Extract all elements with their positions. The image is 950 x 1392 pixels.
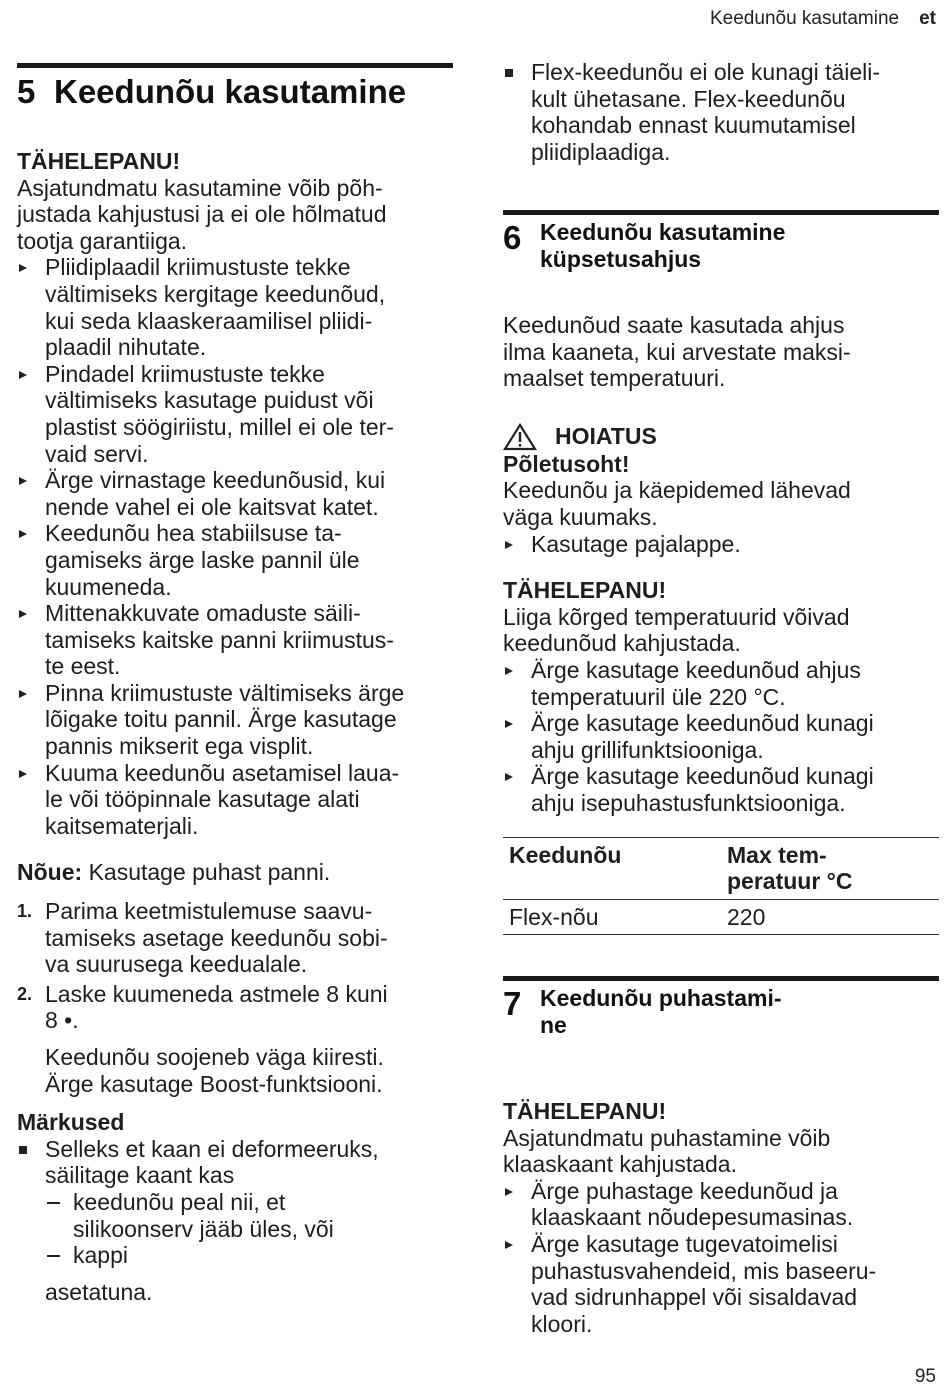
section-rule xyxy=(503,976,939,981)
notice-text xyxy=(503,1125,939,1178)
section-number: 7 xyxy=(503,985,522,1022)
section-7-body xyxy=(503,1098,939,1337)
list-item-line: Pindadel kriimustuste tekke xyxy=(45,360,325,387)
requirement xyxy=(17,859,457,886)
list-item-line: lõigake toitu pannil. Ärge kasutage xyxy=(45,706,397,733)
dash-item xyxy=(45,1242,457,1269)
list-item-line: kult ühetasane. Flex-keedunõu xyxy=(531,85,846,112)
list-item-line: pannis mikserit ega visplit. xyxy=(45,733,314,760)
dash-item xyxy=(45,1189,457,1242)
section-5-heading xyxy=(17,73,457,111)
list-item-line: Ärge kasutage keedunõud ahjus xyxy=(531,656,861,683)
list-item-line: klaaskaant nõudepesumasinas. xyxy=(531,1204,854,1231)
bullet-item xyxy=(17,467,457,520)
notice-bullet-list xyxy=(503,1178,939,1338)
text-line: väga kuumaks. xyxy=(503,503,658,530)
list-item-line: Mittenakkuvate omaduste säili- xyxy=(45,600,361,627)
text-line: maalset temperatuuri. xyxy=(503,365,726,392)
section-7-heading xyxy=(503,985,939,1038)
text-line: Keedunõu ja käepidemed lähevad xyxy=(503,477,851,504)
text-line: Asjatundmatu puhastamine võib xyxy=(503,1124,831,1151)
running-header xyxy=(710,8,936,30)
notice-text xyxy=(503,604,939,657)
list-item-line: vaid servi. xyxy=(45,440,149,467)
list-item-line: Selleks et kaan ei deformeeruks, xyxy=(45,1135,379,1162)
text-line: Liiga kõrged temperatuurid võivad xyxy=(503,603,850,630)
list-item-line: säilitage kaant kas xyxy=(45,1162,235,1189)
list-item-line: nende vahel ei ole kaitsvat katet. xyxy=(45,493,379,520)
bullet-item xyxy=(503,710,939,763)
section-title xyxy=(540,985,939,1038)
running-header-title: Keedunõu kasutamine xyxy=(710,8,900,29)
text-line: keedunõud kahjustada. xyxy=(503,630,741,657)
notice-bullet-list xyxy=(17,254,457,839)
list-item-line: kappi xyxy=(73,1242,128,1269)
warning-subheading: Põletusoht! xyxy=(503,450,630,477)
header-line: peratuur °C xyxy=(727,868,853,895)
section-title: Keedunõu kasutamine xyxy=(54,73,407,110)
step-number: 2. xyxy=(17,983,33,1004)
bullet-item xyxy=(17,600,457,680)
page-number: 95 xyxy=(914,1366,936,1387)
section-number: 6 xyxy=(503,219,522,256)
warning-heading xyxy=(503,423,939,451)
table-cell: 220 xyxy=(727,903,766,930)
bullet-item xyxy=(503,763,939,816)
notice-bullet-list xyxy=(503,657,939,817)
requirement-label: Nõue: xyxy=(17,859,83,886)
header-line: Keedunõu xyxy=(509,841,622,868)
list-item-line: silikoonserv jääb üles, või xyxy=(73,1215,334,1242)
step-line: 8 •. xyxy=(45,1007,79,1034)
section-title xyxy=(540,219,939,272)
remarks-tail: asetatuna. xyxy=(45,1278,153,1305)
text-line: Keedunõud saate kasutada ahjus xyxy=(503,312,845,338)
list-item-line: vad sidrunhappel või sisaldavad xyxy=(531,1284,858,1311)
bullet-item xyxy=(503,1231,939,1337)
remarks-label: Märkused xyxy=(17,1109,125,1136)
list-item-line: Kuuma keedunõu asetamisel laua- xyxy=(45,759,400,786)
list-item-line: ahju grillifunktsiooniga. xyxy=(531,736,764,763)
list-item-line: Ärge virnastage keedunõusid, kui xyxy=(45,467,386,494)
table-header-cell xyxy=(503,837,721,899)
bullet-item xyxy=(503,657,939,710)
bullet-item xyxy=(17,680,457,760)
table-header-row xyxy=(503,837,939,899)
step-line: Parima keetmistulemuse saavu- xyxy=(45,898,373,925)
list-item-line: ahju isepuhastusfunktsiooniga. xyxy=(531,789,846,816)
bullet-item xyxy=(17,760,457,840)
list-item-line: gamiseks ärge laske pannil üle xyxy=(45,546,360,573)
header-line: Max tem- xyxy=(727,841,827,868)
list-item-line: tamiseks kaitske panni kriimustus- xyxy=(45,626,394,653)
list-item-line: Flex-keedunõu ei ole kunagi täieli- xyxy=(531,59,881,85)
title-line: küpsetusahjus xyxy=(540,245,702,272)
list-item-line: Keedunõu hea stabiilsuse ta- xyxy=(45,520,342,547)
bullet-item xyxy=(503,1178,939,1231)
list-item-line: Ärge kasutage keedunõud kunagi xyxy=(531,763,874,790)
text-line: tootja garantiiga. xyxy=(17,227,188,254)
text-line: Asjatundmatu kasutamine võib põh- xyxy=(17,174,383,201)
section-rule xyxy=(503,210,939,215)
list-item-line: pliidiplaadiga. xyxy=(531,138,671,165)
list-item-line: le või tööpinnale kasutage alati xyxy=(45,786,360,813)
list-item-line: Ärge puhastage keedunõud ja xyxy=(531,1177,838,1204)
bullet-item xyxy=(17,361,457,467)
language-code: et xyxy=(919,8,936,29)
step-item xyxy=(17,898,457,978)
flex-note-list xyxy=(503,59,939,165)
step-note xyxy=(17,1044,457,1097)
list-item-line: kohandab ennast kuumutamisel xyxy=(531,112,856,139)
step-line: Laske kuumeneda astmele 8 kuni xyxy=(45,980,388,1007)
section-6-heading xyxy=(503,219,939,272)
list-item-line: kloori. xyxy=(531,1310,593,1337)
bullet-item xyxy=(503,59,939,165)
list-item-line: plaadil nihutate. xyxy=(45,334,207,361)
bullet-item xyxy=(17,520,457,600)
list-item-line: Pinna kriimustuste vältimiseks ärge xyxy=(45,679,405,706)
list-item-line: puhastusvahendeid, mis baseeru- xyxy=(531,1257,877,1284)
table-row xyxy=(503,899,939,935)
table-body xyxy=(503,899,939,935)
requirement-text: Kasutage puhast panni. xyxy=(88,859,331,886)
list-item-line: keedunõu peal nii, et xyxy=(73,1188,286,1215)
title-line: ne xyxy=(540,1011,567,1038)
warning-text xyxy=(503,477,939,530)
section-5-body xyxy=(17,148,457,1305)
title-line: Keedunõu kasutamine xyxy=(540,219,786,245)
bullet-item xyxy=(503,531,939,558)
notice-label: TÄHELEPANU! xyxy=(17,148,181,174)
step-line: tamiseks asetage keedunõu sobi- xyxy=(45,924,388,951)
list-item-line: plastist söögiriistu, millel ei ole ter- xyxy=(45,413,394,440)
steps-list xyxy=(17,898,457,1034)
section-6-intro xyxy=(503,312,939,392)
list-item-line: Ärge kasutage keedunõud kunagi xyxy=(531,710,874,737)
list-item-line: kaitsematerjali. xyxy=(45,812,199,839)
text-line: Keedunõu soojeneb väga kiiresti. xyxy=(45,1044,384,1070)
temperature-table xyxy=(503,837,939,936)
list-item-line: kui seda klaaskeraamilisel pliidi- xyxy=(45,307,373,334)
title-line: Keedunõu puhastami- xyxy=(540,985,782,1011)
list-item-line: Kasutage pajalappe. xyxy=(531,530,741,557)
step-number: 1. xyxy=(17,901,33,922)
list-item-line: Pliidiplaadil kriimustuste tekke xyxy=(45,254,351,281)
warning-bullet-list xyxy=(503,531,939,558)
step-item xyxy=(17,981,457,1034)
notice-label: TÄHELEPANU! xyxy=(503,1098,667,1124)
list-item-line: vältimiseks kasutage puidust või xyxy=(45,387,374,414)
remark-item xyxy=(17,1136,457,1189)
warning-label: HOIATUS xyxy=(555,423,657,450)
bullet-item xyxy=(17,254,457,360)
list-item-line: kuumeneda. xyxy=(45,573,172,600)
step-line: va suurusega keedualale. xyxy=(45,951,308,978)
text-line: ilma kaaneta, kui arvestate maksi- xyxy=(503,338,851,365)
table-cell: Flex-nõu xyxy=(509,903,599,930)
section-number: 5 xyxy=(17,73,36,110)
text-line: justada kahjustusi ja ei ole hõlmatud xyxy=(17,201,387,228)
text-line: Ärge kasutage Boost-funktsiooni. xyxy=(45,1070,383,1097)
remarks-list xyxy=(17,1136,457,1189)
list-item-line: te eest. xyxy=(45,653,121,680)
table-header-cell xyxy=(721,837,939,899)
remarks-dash-list xyxy=(45,1189,457,1269)
text-line: klaaskaant kahjustada. xyxy=(503,1151,737,1178)
list-item-line: temperatuuril üle 220 °C. xyxy=(531,683,786,710)
list-item-line: vältimiseks kergitage keedunõud, xyxy=(45,280,386,307)
notice-text xyxy=(17,175,457,255)
notice-label: TÄHELEPANU! xyxy=(503,577,667,604)
section-rule xyxy=(17,63,453,68)
section-6-body xyxy=(503,312,939,935)
list-item-line: Ärge kasutage tugevatoimelisi xyxy=(531,1230,838,1257)
warning-triangle-icon xyxy=(503,423,537,451)
